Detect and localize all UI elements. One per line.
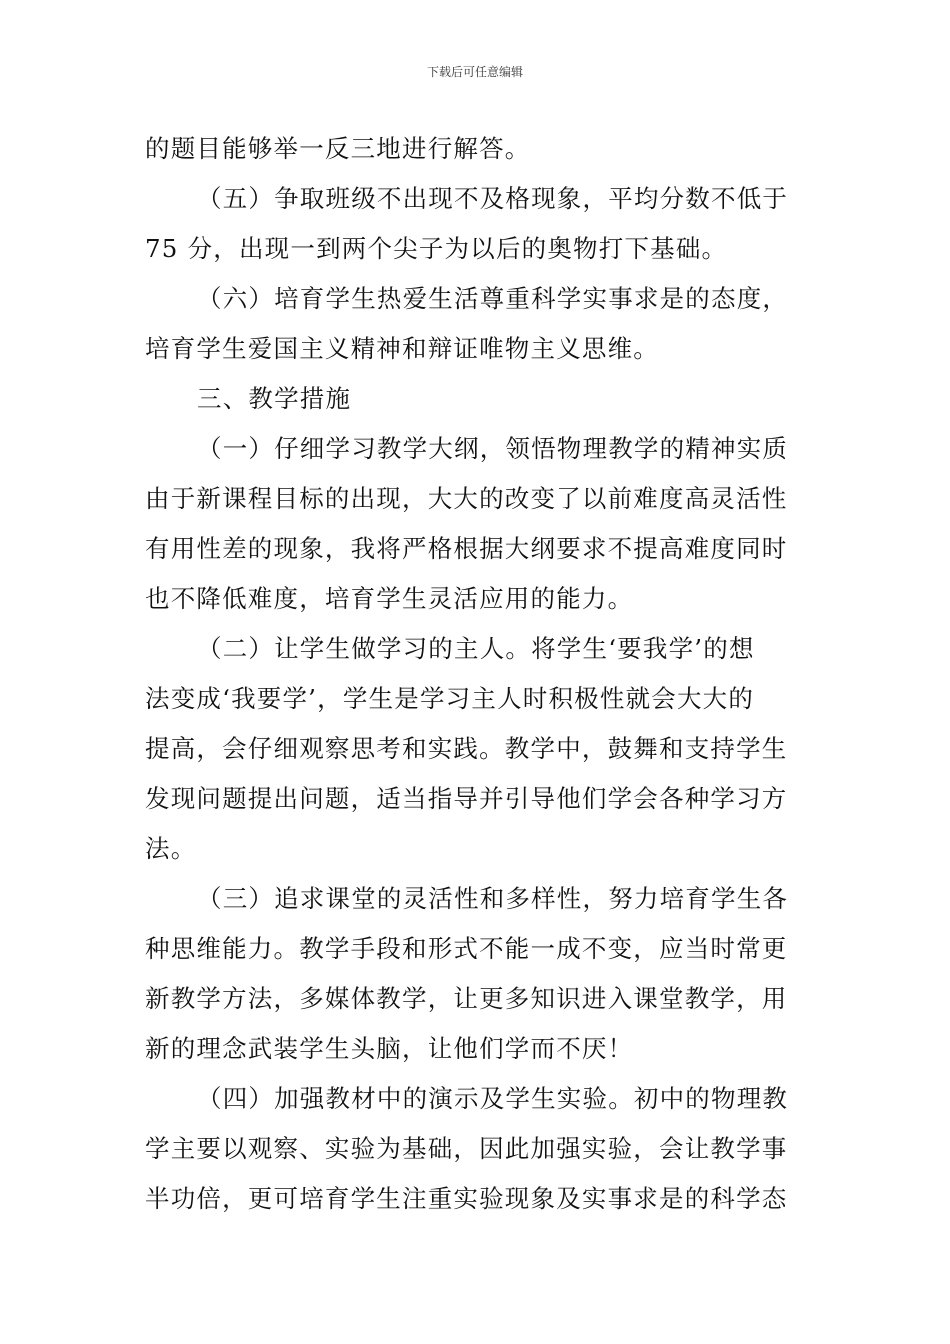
document-body: [145, 124, 807, 1224]
text-line: 有用性差的现象，我将严格根据大纲要求不提高难度同时: [145, 534, 788, 563]
text-line: （六）培育学生热爱生活尊重科学实事求是的态度，: [197, 284, 789, 313]
text-line: （一）仔细学习教学大纲，领悟物理教学的精神实质: [197, 434, 789, 463]
text-line: 75 分，出现一到两个尖子为以后的奥物打下基础。: [145, 234, 728, 263]
text-line: （四）加强教材中的演示及学生实验。初中的物理教: [197, 1084, 789, 1113]
text-line: 由于新课程目标的出现，大大的改变了以前难度高灵活性: [145, 484, 788, 513]
text-line: 发现问题提出问题，适当指导并引导他们学会各种学习方: [145, 784, 788, 813]
text-line: 培育学生爱国主义精神和辩证唯物主义思维。: [145, 334, 659, 363]
text-line: （三）追求课堂的灵活性和多样性，努力培育学生各: [197, 884, 789, 913]
text-line: （五）争取班级不出现不及格现象，平均分数不低于: [197, 184, 789, 213]
text-line: 新教学方法，多媒体教学，让更多知识进入课堂教学，用: [145, 984, 788, 1013]
text-line: 学主要以观察、实验为基础，因此加强实验，会让教学事: [145, 1134, 788, 1163]
text-line: 法。: [145, 834, 197, 863]
text-line: 提高，会仔细观察思考和实践。教学中，鼓舞和支持学生: [145, 734, 788, 763]
text-line: （二）让学生做学习的主人。将学生‘要我学’的想: [197, 634, 755, 663]
text-line: 法变成‘我要学’，学生是学习主人时积极性就会大大的: [145, 684, 755, 713]
section-heading: 三、教学措施: [197, 384, 352, 413]
text-line: 的题目能够举一反三地进行解答。: [145, 134, 531, 163]
text-line: 半功倍，更可培育学生注重实验现象及实事求是的科学态: [145, 1184, 788, 1213]
page-header: 下载后可任意编辑: [426, 65, 523, 79]
text-line: 也不降低难度，培育学生灵活应用的能力。: [145, 584, 634, 613]
text-line: 新的理念武装学生头脑，让他们学而不厌！: [145, 1034, 634, 1063]
text-line: 种思维能力。教学手段和形式不能一成不变，应当时常更: [145, 934, 788, 963]
